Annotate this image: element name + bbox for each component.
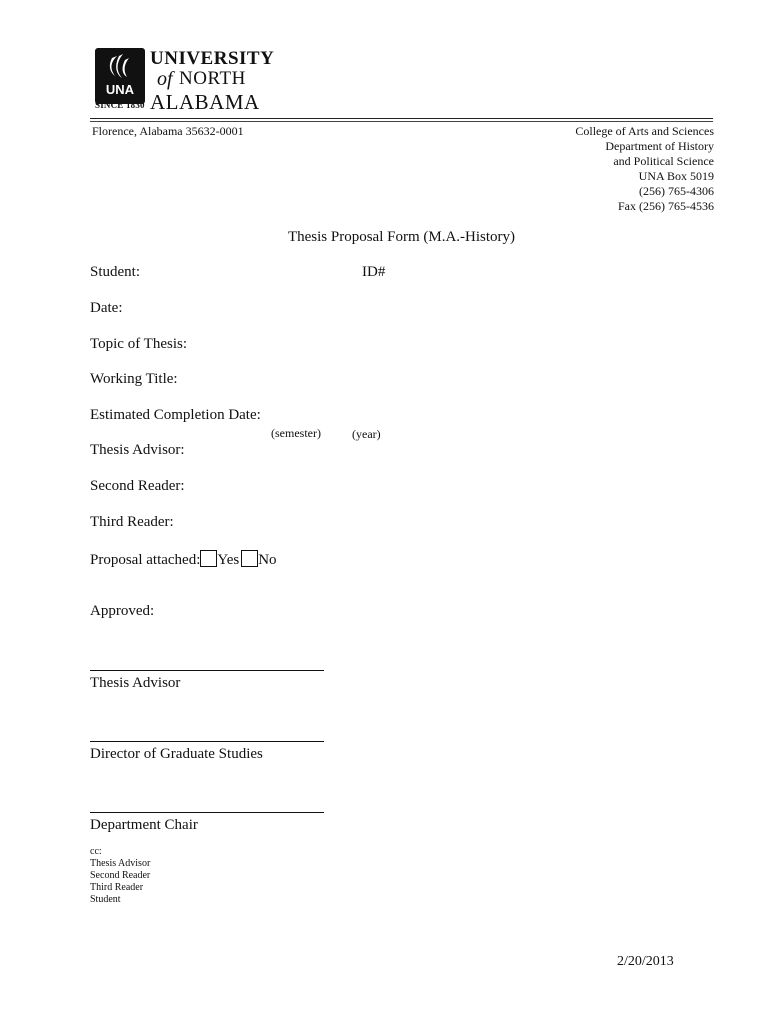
no-label: No [258,552,277,568]
flame-icon [95,48,145,104]
chair-signature-label: Department Chair [90,817,198,833]
svg-text:UNA: UNA [105,82,135,97]
header-rule-secondary [90,121,713,122]
no-checkbox[interactable] [241,550,258,567]
working-title-field-label: Working Title: [90,371,178,387]
student-field-label: Student: [90,264,141,280]
advisor-signature-label: Thesis Advisor [90,675,181,691]
address-line: UNA Box 5019 [638,169,714,183]
logo-university-text: UNIVERSITY [150,48,275,69]
proposal-attached-label: Proposal attached: [90,552,201,568]
cc-recipient: Thesis Advisor [90,858,151,869]
revision-date: 2/20/2013 [617,954,674,969]
semester-hint: (semester) [271,426,321,440]
logo-north-text: NORTH [179,68,246,89]
header-rule [90,118,713,119]
form-title: Thesis Proposal Form (M.A.-History) [287,229,516,245]
address-line: Fax (256) 765-4536 [618,199,714,213]
id-field-label: ID# [362,264,386,280]
advisor-signature-line[interactable] [90,670,324,671]
year-hint: (year) [352,427,381,441]
cc-label: cc: [90,846,102,857]
second-reader-field-label: Second Reader: [90,478,185,494]
cc-recipient: Third Reader [90,882,144,893]
director-signature-line[interactable] [90,741,324,742]
cc-list [90,846,150,906]
logo-of-text: of [157,68,173,90]
department-address [575,124,714,214]
logo-since-text: SINCE 1830 [95,100,145,110]
address-city: Florence, Alabama 35632-0001 [92,124,244,138]
advisor-field-label: Thesis Advisor: [90,442,185,458]
address-line: College of Arts and Sciences [575,124,714,138]
cc-recipient: Student [90,894,121,905]
approved-label: Approved: [90,603,155,619]
address-line: and Political Science [613,154,714,168]
cc-recipient: Second Reader [90,870,151,881]
proposal-attached-row [90,550,277,569]
chair-signature-line[interactable] [90,812,324,813]
yes-checkbox[interactable] [200,550,217,567]
director-signature-label: Director of Graduate Studies [90,746,263,762]
university-logo-mark [95,48,145,104]
address-line: (256) 765-4306 [639,184,714,198]
address-line: Department of History [605,139,714,153]
logo-alabama-text: ALABAMA [150,90,260,114]
third-reader-field-label: Third Reader: [90,514,174,530]
completion-date-field-label: Estimated Completion Date: [90,407,261,423]
date-field-label: Date: [90,300,123,316]
topic-field-label: Topic of Thesis: [90,336,187,352]
yes-label: Yes [217,552,240,568]
